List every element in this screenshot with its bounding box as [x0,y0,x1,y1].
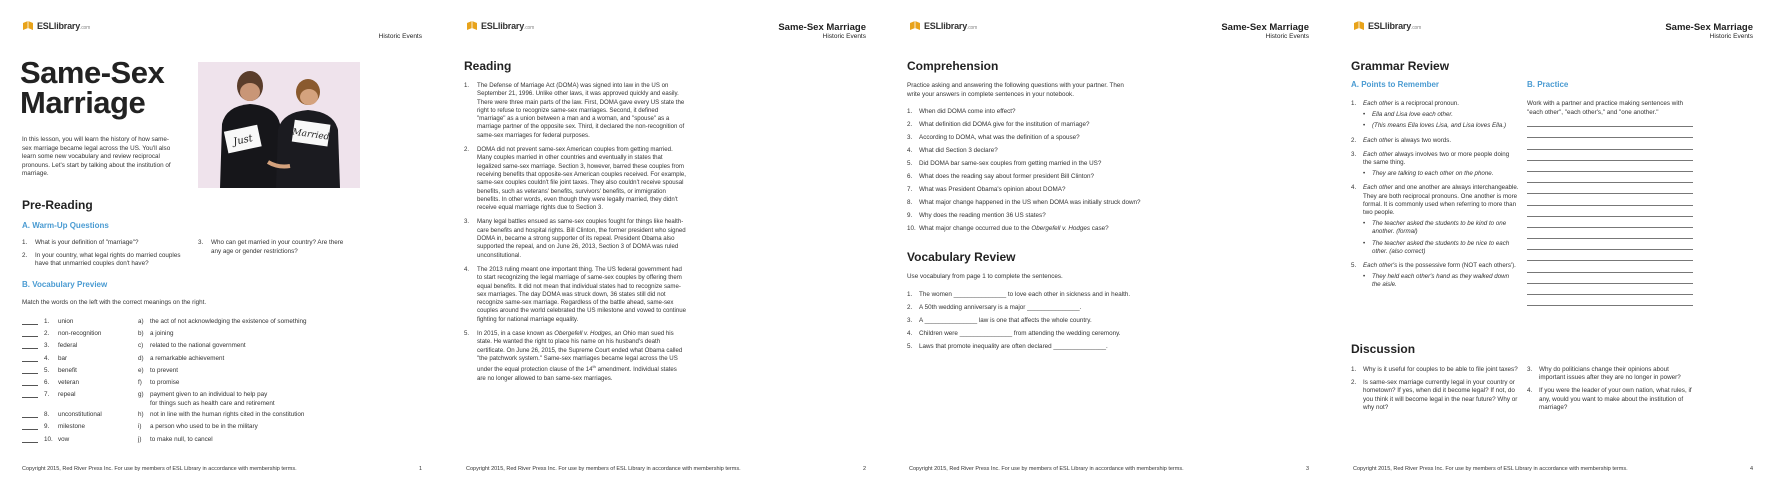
logo-text: ESLlibrary [924,21,968,31]
writing-line[interactable] [1527,194,1693,205]
item-text: Who can get married in your country? Are there any age or gender restrictions? [211,239,344,255]
text-part: case? [1090,224,1109,232]
book-logo-icon [22,20,34,32]
meaning-text: the act of not acknowledging the existence of something [150,318,307,325]
prereading-heading: Pre-Reading [22,198,93,212]
item-text: What definition did DOMA give for the institution of marriage? [919,120,1090,128]
page-header [778,22,866,41]
item-number: 2. [1351,378,1357,386]
just-sign-text: Just [232,133,254,148]
list-item [1527,366,1695,383]
term: Each other [1363,100,1393,107]
vocabulary-review-heading: Vocabulary Review [907,250,1016,264]
item-number: 1. [464,82,470,89]
item-number: 1. [907,291,913,298]
logo-text: ESLlibrary [481,21,525,31]
text-part: , an Ohio man sued his state. He wanted the right to place his name on his husband's death certificate. On June 26, 2015, the Supreme Court ended what Obama called "the patchwork system." Same-sex marriages became legal across the US under the equal protection clause of the 14 [477,330,683,374]
item-text: Did DOMA bar same-sex couples from getting married in the US? [919,159,1102,167]
comprehension-heading: Comprehension [907,59,999,73]
point-body [1363,137,1451,145]
page-header [1665,22,1753,41]
discussion-questions-right [1527,366,1695,412]
paragraph-text: DOMA did not prevent same-sex American couples from getting married. Many couples married in other countries and eventually in states that legalized same-sex marriage. Section 3, however, barred these couples from receiving benefits that opposite-sex American couples received. For example, same-sex couples couldn't file joint taxes. They also couldn't receive spousal benefits, such as veterans' benefits, survivors' benefits, or immigration benefits. In other words, even though they were legally married, they didn't receive equal marriage rights due to Section 3. [477,146,686,212]
meaning-letter: c) [138,342,144,350]
point-body [1363,151,1519,179]
vocab-word: federal [58,342,78,350]
item-number: 5. [907,159,913,167]
item-number: 5. [1351,262,1357,270]
item-text: What does the reading say about former president Bill Clinton? [919,172,1095,180]
vocabulary-review-instructions: Use vocabulary from page 1 to complete the sentences. [907,273,1063,280]
term: Each other [1363,184,1393,192]
practice-instructions: Work with a partner and practice making sentences with "each other", "each other's," and "one another." [1527,100,1683,116]
item-number: 4. [44,354,50,362]
meaning-text-continued: for things such as health care and retirement [150,399,275,407]
item-number: 5. [907,342,913,350]
book-logo-icon [466,20,478,32]
answer-blank[interactable] [22,367,38,374]
grammar-point [1351,100,1519,131]
item-number: 4. [907,146,913,154]
example-bullet: • The teacher asked the students to be kind to one another. (formal) [1363,220,1519,236]
point-text: and one another are always interchangeable. They are both reciprocal pronouns. One another is more formal. It is commonly used when referring to more than two people. [1363,184,1519,217]
vocab-row [22,318,352,330]
vocab-row [22,379,352,391]
item-number: 6. [44,378,50,386]
vocab-meaning [150,342,246,354]
header-subtitle: Historic Events [1265,33,1309,40]
item-number: 9. [44,423,50,431]
point-body [1363,100,1506,131]
vocab-word: unconstitutional [58,411,102,419]
vocab-instructions: Match the words on the left with the correct meanings on the right. [22,299,207,306]
answer-blank[interactable] [22,355,38,362]
item-number: 1. [1351,366,1357,373]
vocab-row [22,423,352,435]
logo-suffix: .com [967,25,978,31]
item-number: 1. [22,239,28,246]
page-number: 1 [418,466,422,472]
item-number: 4. [1527,387,1533,395]
item-number: 1. [907,108,913,115]
item-text: According to DOMA, what was the definition of a spouse? [919,133,1080,141]
item-number: 2. [464,146,470,154]
copyright-text: Copyright 2015, Red River Press Inc. For use by members of ESL Library in accordance with membership terms. [1353,466,1628,472]
writing-line[interactable] [1527,183,1693,194]
grammar-point [1351,137,1519,145]
vocab-meaning [150,411,304,423]
list-item [22,252,187,269]
item-number: 3. [464,218,470,226]
paragraph-text: The 2013 ruling meant one important thing. The US federal government had to start recognizing the legal marriage of same-sex couples by offering them equal benefits. It did not mean that individual states had to recognize same-sex marriages. The day DOMA was struck down, 36 states still did not recognize same-sex marriage. Regardless of the battle ahead, same-sex couples around the world celebrated the US milestone and vowed to continue fighting for national marriage equality. [477,265,687,323]
meaning-letter: h) [138,411,144,419]
meaning-text: not in line with the human rights cited in the constitution [150,411,305,419]
meaning-letter: a) [138,318,144,325]
header-title: Same-Sex Marriage [778,22,866,33]
answer-blank[interactable] [22,436,38,443]
copyright-text: Copyright 2015, Red River Press Inc. For use by members of ESL Library in accordance with membership terms. [22,466,297,472]
example-bullet: • They are talking to each other on the phone. [1363,170,1494,178]
discussion-questions-left [1351,366,1519,412]
item-number: 2. [907,303,913,311]
page-footer [1353,466,1753,472]
item-number: 10. [907,224,916,232]
answer-blank[interactable] [22,423,38,430]
point-body [1363,262,1519,290]
list-item [907,160,1157,168]
item-number: 4. [1351,184,1357,192]
item-number: 3. [198,239,204,246]
meaning-text: payment given to an individual to help pay [150,391,268,399]
item-number: 10. [44,435,53,443]
text-part: In 2015, in a case known as [477,330,555,338]
vocab-meaning [150,355,224,367]
point-text: is always two words. [1392,136,1452,144]
item-text: A 50th wedding anniversary is a major _______________. [919,303,1082,311]
list-item [1351,366,1519,374]
reading-paragraphs [464,82,686,383]
item-number: 4. [464,265,470,273]
logo-text: ESLlibrary [1368,21,1412,31]
vocab-meaning [150,391,275,411]
term: Each other's [1363,262,1398,270]
title-line-2: Marriage [20,85,146,120]
grammar-point [1351,184,1519,256]
item-number: 5. [464,330,470,338]
copyright-text: Copyright 2015, Red River Press Inc. For use by members of ESL Library in accordance with membership terms. [909,466,1184,472]
vocab-row [22,436,352,448]
meaning-letter: e) [138,366,144,374]
vocab-meaning [150,436,213,448]
book-logo-icon [909,20,921,32]
item-number: 6. [907,172,913,180]
married-sign-text: Married [291,127,330,143]
logo-suffix: .com [80,25,91,31]
reading-paragraph [464,146,686,212]
answer-blank[interactable] [22,342,38,349]
paragraph-text: The Defense of Marriage Act (DOMA) was signed into law in the US on September 21, 1996. Unlike other laws, it was approved quickly and easily. There were three main parts of the law. First, DOMA gave every US state the right to refuse to recognize same-sex marriages. Second, it defined "marriage" as a union between a man and a woman, and "spouse" as a marriage partner of the opposite sex. Third, it declared the non-recognition of same-sex marriages for federal purposes. [477,82,685,139]
list-item [907,343,1167,351]
esl-library-logo [466,20,534,32]
page-footer [909,466,1309,472]
vocab-word: repeal [58,391,76,399]
item-text: What was President Obama's opinion about DOMA? [919,185,1066,193]
text-part: What major change occurred due to the [919,224,1032,232]
book-logo-icon [1353,20,1365,32]
page-footer [22,466,422,472]
comprehension-instructions: Practice asking and answering the following questions with your partner. Then write your answers in complete sentences in your notebook. [907,82,1124,98]
writing-line[interactable] [1527,161,1693,172]
header-title: Same-Sex Marriage [1221,22,1309,33]
meaning-letter: j) [138,435,142,443]
vocab-row [22,367,352,379]
vocab-word: bar [58,354,68,362]
logo-suffix: .com [524,25,535,31]
warmup-questions-right [198,239,348,256]
example-bullet: • Ella and Lisa love each other. [1363,111,1453,119]
vocab-row [22,342,352,354]
item-number: 5. [44,366,50,374]
item-number: 1. [44,318,50,325]
list-item [1527,387,1695,412]
vocab-word: veteran [58,378,80,386]
worksheet-page-4 [1331,0,1775,494]
term: Each other [1363,150,1393,158]
example-bullet: • The teacher asked the students to be nice to each other. (also correct) [1363,240,1519,256]
case-name: Obergefell v. Hodges [554,330,612,338]
item-number: 2. [1351,136,1357,144]
page-header [1221,22,1309,41]
writing-line[interactable] [1527,150,1693,161]
example-text: The teacher asked the students to be kind to one another. (formal) [1372,220,1507,236]
header-category: Historic Events [378,33,422,40]
vocab-row [22,391,352,411]
item-number: 7. [907,185,913,193]
list-item [907,291,1167,299]
practice-writing-lines[interactable] [1527,116,1693,306]
item-number: 2. [907,120,913,128]
writing-line[interactable] [1527,284,1693,295]
worksheet-page-1 [0,0,444,494]
esl-library-logo [22,20,90,32]
copyright-text: Copyright 2015, Red River Press Inc. For use by members of ESL Library in accordance with membership terms. [466,466,741,472]
vocab-meaning [150,423,258,435]
worksheet-page-2 [444,0,888,494]
title-line-1: Same-Sex [20,55,165,90]
vocab-row [22,330,352,342]
example-text: (This means Ella loves Lisa, and Lisa loves Ella.) [1372,122,1507,130]
item-number: 2. [22,251,28,259]
vocab-word: non-recognition [58,330,102,338]
writing-line[interactable] [1527,273,1693,284]
meaning-text: to make null, to cancel [150,435,213,443]
meaning-text: related to the national government [150,342,246,350]
list-item [22,239,187,248]
page-number: 2 [862,466,866,472]
point-body [1363,184,1519,256]
grammar-point [1351,151,1519,179]
vocab-matching-table [22,318,352,448]
meaning-letter: g) [138,391,144,399]
item-number: 8. [44,411,50,419]
item-number: 2. [44,330,50,338]
header-subtitle: Historic Events [1709,33,1753,40]
list-item [907,134,1157,142]
writing-line[interactable] [1527,217,1693,228]
answer-blank[interactable] [22,379,38,386]
text-part: amendment. Individual states are no longer allowed to ban same-sex marriages. [477,366,677,382]
comprehension-questions [907,108,1157,233]
wedding-couple-photo [198,62,360,188]
writing-line[interactable] [1527,116,1693,127]
list-item [907,186,1157,194]
item-text: Is same-sex marriage currently legal in your country or hometown? If yes, when did it become legal? If not, do you think it will become legal in the near future? Why or why not? [1363,378,1518,411]
esl-library-logo [909,20,977,32]
list-item [907,199,1157,207]
paragraph-text [477,330,686,383]
page-footer [466,466,866,472]
writing-line[interactable] [1527,172,1693,183]
example-bullet: • (This means Ella loves Lisa, and Lisa loves Ella.) [1363,122,1507,130]
meaning-letter: i) [138,423,142,431]
reading-paragraph [464,218,686,259]
vocab-word: benefit [58,366,77,374]
vocab-word: milestone [58,423,85,431]
writing-line[interactable] [1527,138,1693,149]
logo-text: ESLlibrary [37,21,81,31]
answer-blank[interactable] [22,411,38,418]
list-item [1351,379,1519,412]
item-text: A _______________ law is one that affects the whole country. [919,316,1092,324]
meaning-text: to prevent [150,366,179,374]
list-item [907,212,1157,220]
worksheet-page-3 [887,0,1331,494]
writing-line[interactable] [1527,295,1693,306]
grammar-review-heading: Grammar Review [1351,59,1450,73]
item-text: What is your definition of "marriage"? [35,239,139,246]
writing-line[interactable] [1527,239,1693,250]
item-number: 8. [907,198,913,206]
list-item [907,317,1167,325]
vocab-meaning [150,330,173,342]
reading-paragraph [464,330,686,383]
practice-heading: B. Practice [1527,80,1569,89]
answer-blank[interactable] [22,391,38,398]
meaning-text: to promise [150,378,180,386]
item-number: 3. [907,316,913,324]
example-text: Ella and Lisa love each other. [1372,111,1453,119]
page-number: 3 [1305,466,1309,472]
vocab-word: vow [58,435,70,443]
item-text: In your country, what legal rights do married couples have that unmarried couples don't have? [35,251,181,267]
item-text: Why is it useful for couples to be able to file joint taxes? [1363,366,1518,373]
example-bullet: • They held each other's hand as they walked down the aisle. [1363,273,1519,289]
meaning-text: a remarkable achievement [150,354,225,362]
page-title [20,55,165,120]
item-text: Laws that promote inequality are often declared _______________. [919,342,1108,350]
list-item [198,239,348,256]
item-number: 4. [907,329,913,337]
header-subtitle: Historic Events [822,33,866,40]
vocabulary-sentences [907,291,1167,351]
point-text: always involves two or more people doing the same thing. [1363,150,1510,167]
vocab-meaning [150,318,306,330]
warmup-questions-left [22,239,187,269]
answer-blank[interactable] [22,318,38,325]
answer-blank[interactable] [22,330,38,337]
item-text: The women _______________ to love each other in sickness and in health. [919,291,1131,298]
meaning-letter: f) [138,378,142,386]
vocab-row [22,411,352,423]
item-number: 3. [907,133,913,141]
esl-library-logo [1353,20,1421,32]
item-text [919,225,1109,233]
writing-line[interactable] [1527,127,1693,138]
list-item [907,121,1157,129]
example-text: They are talking to each other on the phone. [1372,170,1494,178]
item-text: Why does the reading mention 36 US states? [919,211,1046,219]
item-text: If you were the leader of your own nation, what rules, if any, would you want to make about the institution of marriage? [1539,387,1692,411]
reading-paragraph [464,266,686,324]
item-text: Why do politicians change their opinions about important issues after they are no longer in power? [1539,366,1681,382]
example-text: The teacher asked the students to be nice to each other. (also correct) [1372,239,1510,255]
vocab-meaning [150,379,179,391]
reading-heading: Reading [464,59,512,73]
warmup-heading: A. Warm-Up Questions [22,221,109,230]
item-number: 9. [907,211,913,219]
vocab-preview-heading: B. Vocabulary Preview [22,280,108,289]
intro-paragraph: In this lesson, you will learn the history of how same-sex marriage became legal across the US. You'll also learn some new vocabulary and review reciprocal pronouns. Let's start by talking about the institution of marriage. [22,136,171,178]
case-name: Obergefell v. Hodges [1031,224,1091,232]
discussion-heading: Discussion [1351,342,1416,356]
superscript: th [592,364,596,370]
point-text: is the possessive form (NOT each others'). [1397,262,1516,270]
meaning-letter: b) [138,330,144,338]
list-item [907,304,1167,312]
list-item [907,330,1167,338]
reading-paragraph [464,82,686,140]
writing-line[interactable] [1527,206,1693,217]
meaning-text: a person who used to be in the military [150,423,258,431]
writing-line[interactable] [1527,250,1693,261]
list-item [907,173,1157,181]
header-title: Same-Sex Marriage [1665,22,1753,33]
grammar-points-list [1351,100,1519,296]
item-text: What major change happened in the US when DOMA was initially struck down? [919,198,1141,206]
meaning-letter: d) [138,354,144,362]
term: Each other [1363,136,1393,144]
vocab-meaning [150,367,178,379]
item-number: 3. [1527,366,1533,373]
example-text: They held each other's hand as they walked down the aisle. [1372,273,1510,289]
list-item [907,225,1157,233]
item-text: What did Section 3 declare? [919,146,998,154]
writing-line[interactable] [1527,261,1693,272]
meaning-text: a joining [150,330,174,338]
item-text: When did DOMA come into effect? [919,108,1016,115]
item-text: Children were _______________ from attending the wedding ceremony. [919,329,1121,337]
item-number: 7. [44,391,50,399]
item-number: 3. [1351,150,1357,158]
vocab-word: union [58,318,74,325]
page-number: 4 [1749,466,1753,472]
list-item [907,147,1157,155]
item-number: 1. [1351,100,1357,107]
paragraph-text: Many legal battles ensued as same-sex couples fought for things like health-care benefits and hospital rights. Bill Clinton, the former president who signed DOMA in, became a strong supporter of its repeal. President Obama also supported the repeal, and on June 26, 2013, Section 3 of DOMA was ruled unconstitutional. [477,218,686,259]
list-item [907,108,1157,116]
point-text: is a reciprocal pronoun. [1392,100,1459,107]
item-number: 3. [44,342,50,350]
logo-suffix: .com [1411,25,1422,31]
vocab-row [22,355,352,367]
points-heading: A. Points to Remember [1351,80,1440,89]
grammar-point [1351,262,1519,290]
writing-line[interactable] [1527,228,1693,239]
